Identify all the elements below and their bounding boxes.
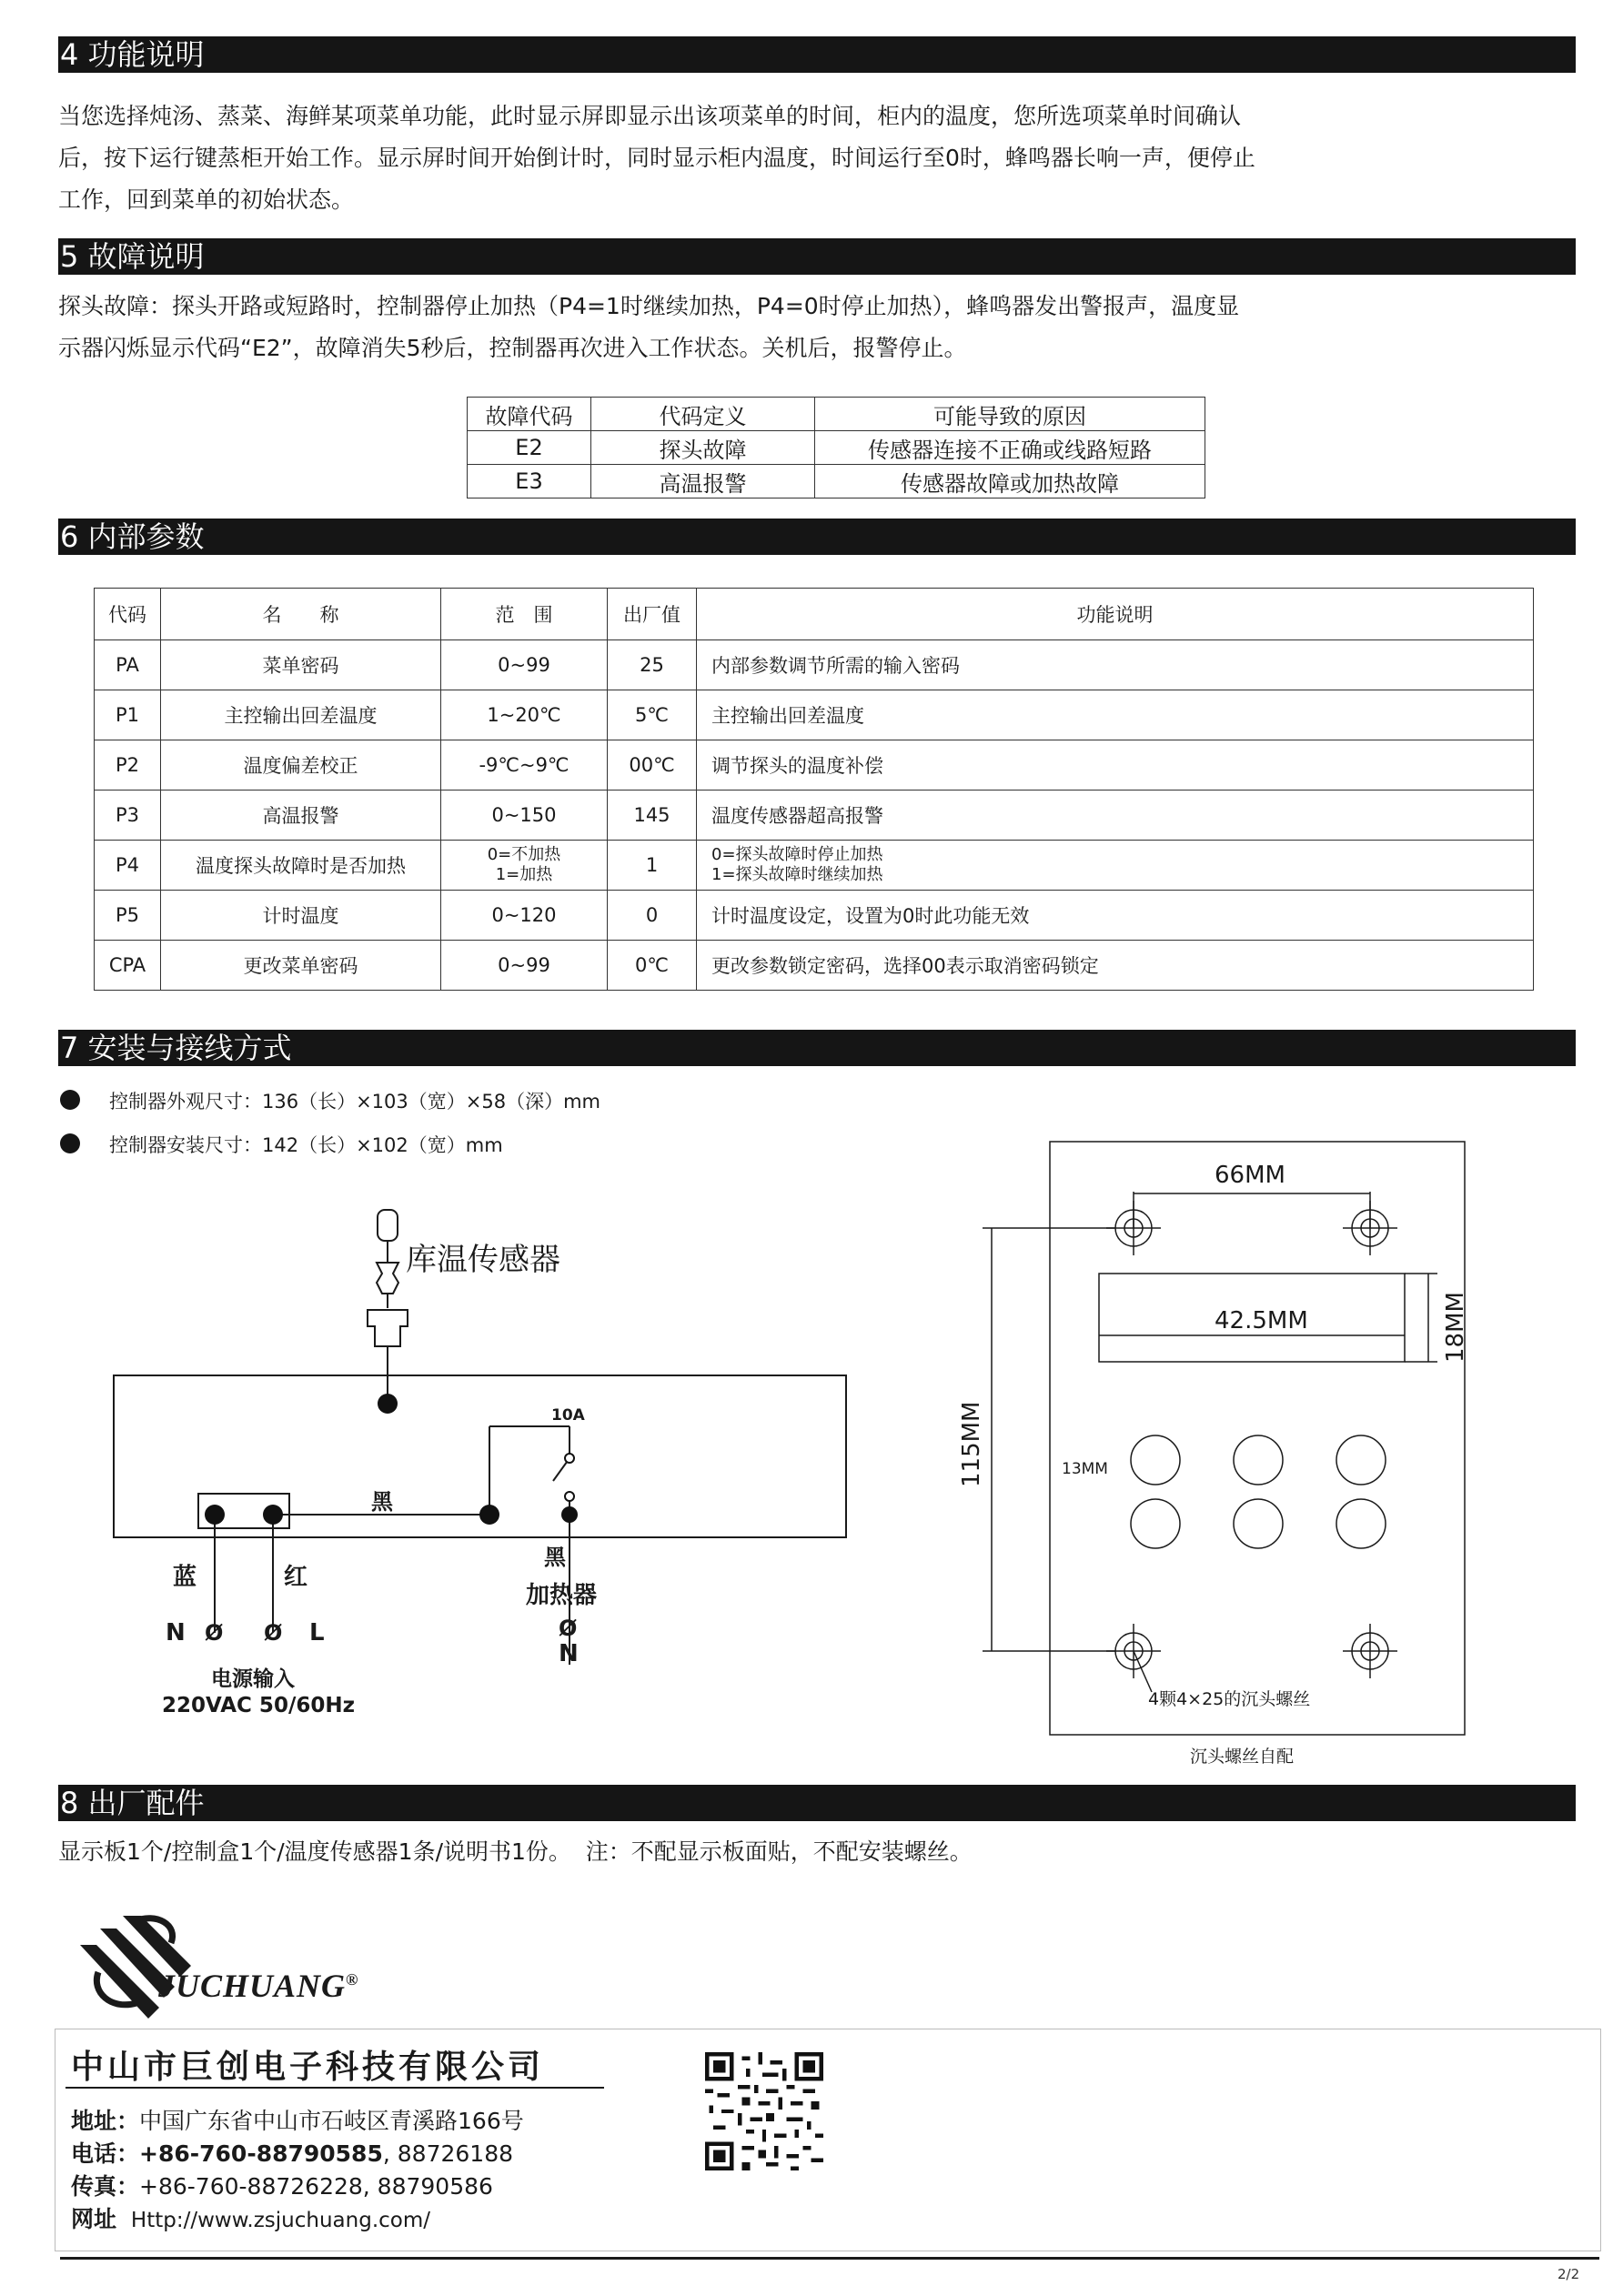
- sensor-label: 库温传感器: [406, 1242, 560, 1278]
- phone-rest: , 88726188: [382, 2140, 513, 2167]
- relay-terminal: [479, 1505, 499, 1525]
- live-phi: Ø: [264, 1620, 283, 1646]
- screw-self-note: 沉头螺丝自配: [1190, 1747, 1295, 1767]
- width-425-label: 42.5MM: [1215, 1307, 1308, 1334]
- table-header-row: [95, 589, 1534, 640]
- param-name: 菜单密码: [161, 640, 441, 690]
- neutral-phi: Ø: [205, 1620, 224, 1646]
- bullet-dot: [60, 1133, 80, 1153]
- phone-main: +86-760-88790585: [139, 2140, 383, 2167]
- section-5-title: 5 故障说明: [58, 238, 1576, 275]
- table-row: [95, 891, 1534, 941]
- website-line: [71, 2201, 430, 2234]
- wire-red-label: 红: [284, 1564, 308, 1591]
- heater-n: N: [559, 1640, 579, 1667]
- param-range: -9℃~9℃: [441, 740, 608, 791]
- panel-outline: [1050, 1142, 1465, 1735]
- param-default: 0: [608, 891, 697, 941]
- param-default: 1: [608, 841, 697, 891]
- button-hole: [1131, 1435, 1180, 1485]
- button-hole: [1336, 1499, 1386, 1548]
- param-code: CPA: [95, 941, 161, 991]
- brand-text: JUCHUANG: [158, 1968, 347, 2004]
- param-code: PA: [95, 640, 161, 690]
- button-hole: [1336, 1435, 1386, 1485]
- table-header: 代码: [95, 589, 161, 640]
- relay-contact: [565, 1454, 574, 1463]
- param-default: 5℃: [608, 690, 697, 740]
- table-header: 名 称: [161, 589, 441, 640]
- fax-label: 传真：: [71, 2173, 140, 2200]
- accessories-text: 显示板1个/控制盒1个/温度传感器1条/说明书1份。 注：不配显示板面贴，不配安装螺丝。: [58, 1838, 973, 1865]
- param-default: 0℃: [608, 941, 697, 991]
- param-code: P4: [95, 841, 161, 891]
- section-5-text: [58, 286, 1239, 369]
- button-diameter-label: 13MM: [1062, 1460, 1108, 1478]
- width-66-label: 66MM: [1215, 1162, 1285, 1189]
- parameter-table: [94, 588, 1534, 991]
- neutral-label: N: [166, 1619, 186, 1646]
- screw-hole: [1343, 1624, 1397, 1678]
- table-cell: 高温报警: [591, 465, 815, 498]
- text-line: 后，按下运行键蒸柜开始工作。显示屏时间开始倒计时，同时显示柜内温度，时间运行至0时，蜂鸣器长响一声，便停止: [58, 145, 1255, 171]
- table-row: [95, 941, 1534, 991]
- param-desc: [697, 841, 1534, 891]
- param-range: 0~99: [441, 941, 608, 991]
- table-header: 代码定义: [591, 398, 815, 431]
- param-name: 计时温度: [161, 891, 441, 941]
- wire-blue-label: 蓝: [173, 1564, 197, 1591]
- desc-line: 1=探头故障时继续加热: [711, 865, 883, 884]
- registered-mark: ®: [346, 1970, 359, 1989]
- text-line: 当您选择炖汤、蒸菜、海鲜某项菜单功能，此时显示屏即显示出该项菜单的时间，柜内的温度，您所选项菜单时间确认: [58, 103, 1242, 129]
- table-row: [468, 465, 1205, 498]
- param-desc: 调节探头的温度补偿: [697, 740, 1534, 791]
- table-row: [95, 740, 1534, 791]
- section-7-title: 7 安装与接线方式: [58, 1030, 1576, 1066]
- voltage-label: 220VAC 50/60Hz: [162, 1694, 355, 1717]
- table-row: [468, 431, 1205, 465]
- fax-value: +86-760-88726228, 88790586: [139, 2173, 493, 2200]
- wiring-diagram: [0, 1173, 910, 1737]
- address-label: 地址：: [71, 2108, 140, 2134]
- param-code: P3: [95, 791, 161, 841]
- table-header: 故障代码: [468, 398, 591, 431]
- param-range: 0~120: [441, 891, 608, 941]
- table-header-row: [468, 398, 1205, 431]
- sensor-terminal: [378, 1394, 398, 1414]
- button-hole: [1234, 1435, 1283, 1485]
- param-code: P1: [95, 690, 161, 740]
- param-range: [441, 841, 608, 891]
- param-code: P2: [95, 740, 161, 791]
- company-underline: [66, 2087, 604, 2089]
- power-input-label: 电源输入: [211, 1667, 295, 1691]
- panel-dimension-drawing: [946, 1128, 1510, 1783]
- qr-code-icon: [705, 2052, 823, 2170]
- table-row: [95, 841, 1534, 891]
- heater-terminal: [561, 1506, 578, 1523]
- page-number: 2/2: [1557, 2266, 1580, 2282]
- height-115-label: 115MM: [958, 1401, 985, 1487]
- section-6-title: 6 内部参数: [58, 519, 1576, 555]
- text-line: 示器闪烁显示代码“E2”，故障消失5秒后，控制器再次进入工作状态。关机后，报警停止。: [58, 335, 967, 361]
- phone-label: 电话：: [71, 2140, 140, 2167]
- section-8-title: 8 出厂配件: [58, 1785, 1576, 1821]
- param-desc: 更改参数锁定密码，选择00表示取消密码锁定: [697, 941, 1534, 991]
- relay-contact: [565, 1492, 574, 1501]
- section-4-title: 4 功能说明: [58, 36, 1576, 73]
- param-name: 主控输出回差温度: [161, 690, 441, 740]
- bottom-rule: [60, 2257, 1599, 2260]
- table-header: 功能说明: [697, 589, 1534, 640]
- fault-table: [467, 397, 1205, 498]
- sensor-connector-top: [377, 1263, 398, 1294]
- brand-name: [158, 1967, 358, 2005]
- sensor-tip: [378, 1210, 398, 1241]
- table-header: 可能导致的原因: [815, 398, 1205, 431]
- height-18-label: 18MM: [1442, 1292, 1469, 1363]
- button-hole: [1234, 1499, 1283, 1548]
- table-cell: 传感器连接不正确或线路短路: [815, 431, 1205, 465]
- address-value: 中国广东省中山市石岐区青溪路166号: [139, 2108, 524, 2134]
- param-desc: 主控输出回差温度: [697, 690, 1534, 740]
- text-line: 探头故障：探头开路或短路时，控制器停止加热（P4=1时继续加热，P4=0时停止加热），蜂鸣器发出警报声，温度显: [58, 293, 1240, 319]
- bullet-dot: [60, 1090, 80, 1110]
- button-hole: [1131, 1499, 1180, 1548]
- mount-size-text: 控制器安装尺寸：142（长）×102（宽）mm: [109, 1134, 503, 1156]
- param-default: 00℃: [608, 740, 697, 791]
- section-4-text: [58, 96, 1255, 221]
- address-line: [71, 2103, 524, 2136]
- section-8-text: [58, 1830, 973, 1874]
- relay-rating: 10A: [551, 1406, 585, 1425]
- param-code: P5: [95, 891, 161, 941]
- param-default: 25: [608, 640, 697, 690]
- website-link[interactable]: Http://www.zsjuchuang.com/: [130, 2209, 431, 2232]
- param-name: 温度探头故障时是否加热: [161, 841, 441, 891]
- terminal-l: [263, 1505, 283, 1525]
- param-desc: 内部参数调节所需的输入密码: [697, 640, 1534, 690]
- outer-size-text: 控制器外观尺寸：136（长）×103（宽）×58（深）mm: [109, 1091, 600, 1113]
- range-line: 0=不加热: [487, 845, 561, 864]
- heater-label: 加热器: [526, 1582, 598, 1609]
- param-desc: 温度传感器超高报警: [697, 791, 1534, 841]
- heater-phi: Ø: [559, 1616, 578, 1641]
- table-cell: E2: [468, 431, 591, 465]
- wire-black-label: 黑: [371, 1489, 393, 1515]
- table-cell: 探头故障: [591, 431, 815, 465]
- param-range: 1~20℃: [441, 690, 608, 740]
- screw-note: 4颗4×25的沉头螺丝: [1148, 1689, 1311, 1709]
- table-row: [95, 690, 1534, 740]
- param-name: 温度偏差校正: [161, 740, 441, 791]
- wire-black-label: 黑: [544, 1545, 566, 1570]
- fax-line: [71, 2169, 493, 2201]
- table-row: [95, 791, 1534, 841]
- table-header: 范 围: [441, 589, 608, 640]
- sensor-connector-bottom: [368, 1310, 408, 1346]
- text-line: 工作，回到菜单的初始状态。: [58, 186, 355, 213]
- live-label: L: [309, 1619, 325, 1646]
- company-name: 中山市巨创电子科技有限公司: [71, 2049, 545, 2086]
- param-desc: 计时温度设定，设置为0时此功能无效: [697, 891, 1534, 941]
- table-cell: E3: [468, 465, 591, 498]
- terminal-n: [205, 1505, 225, 1525]
- range-line: 1=加热: [495, 865, 553, 884]
- table-row: [95, 640, 1534, 690]
- param-name: 更改菜单密码: [161, 941, 441, 991]
- table-header: 出厂值: [608, 589, 697, 640]
- param-range: 0~150: [441, 791, 608, 841]
- screw-hole: [1343, 1201, 1397, 1255]
- desc-line: 0=探头故障时停止加热: [711, 845, 883, 864]
- param-name: 高温报警: [161, 791, 441, 841]
- param-default: 145: [608, 791, 697, 841]
- table-cell: 传感器故障或加热故障: [815, 465, 1205, 498]
- param-range: 0~99: [441, 640, 608, 690]
- phone-line: [71, 2136, 513, 2169]
- website-label: 网址: [71, 2206, 117, 2232]
